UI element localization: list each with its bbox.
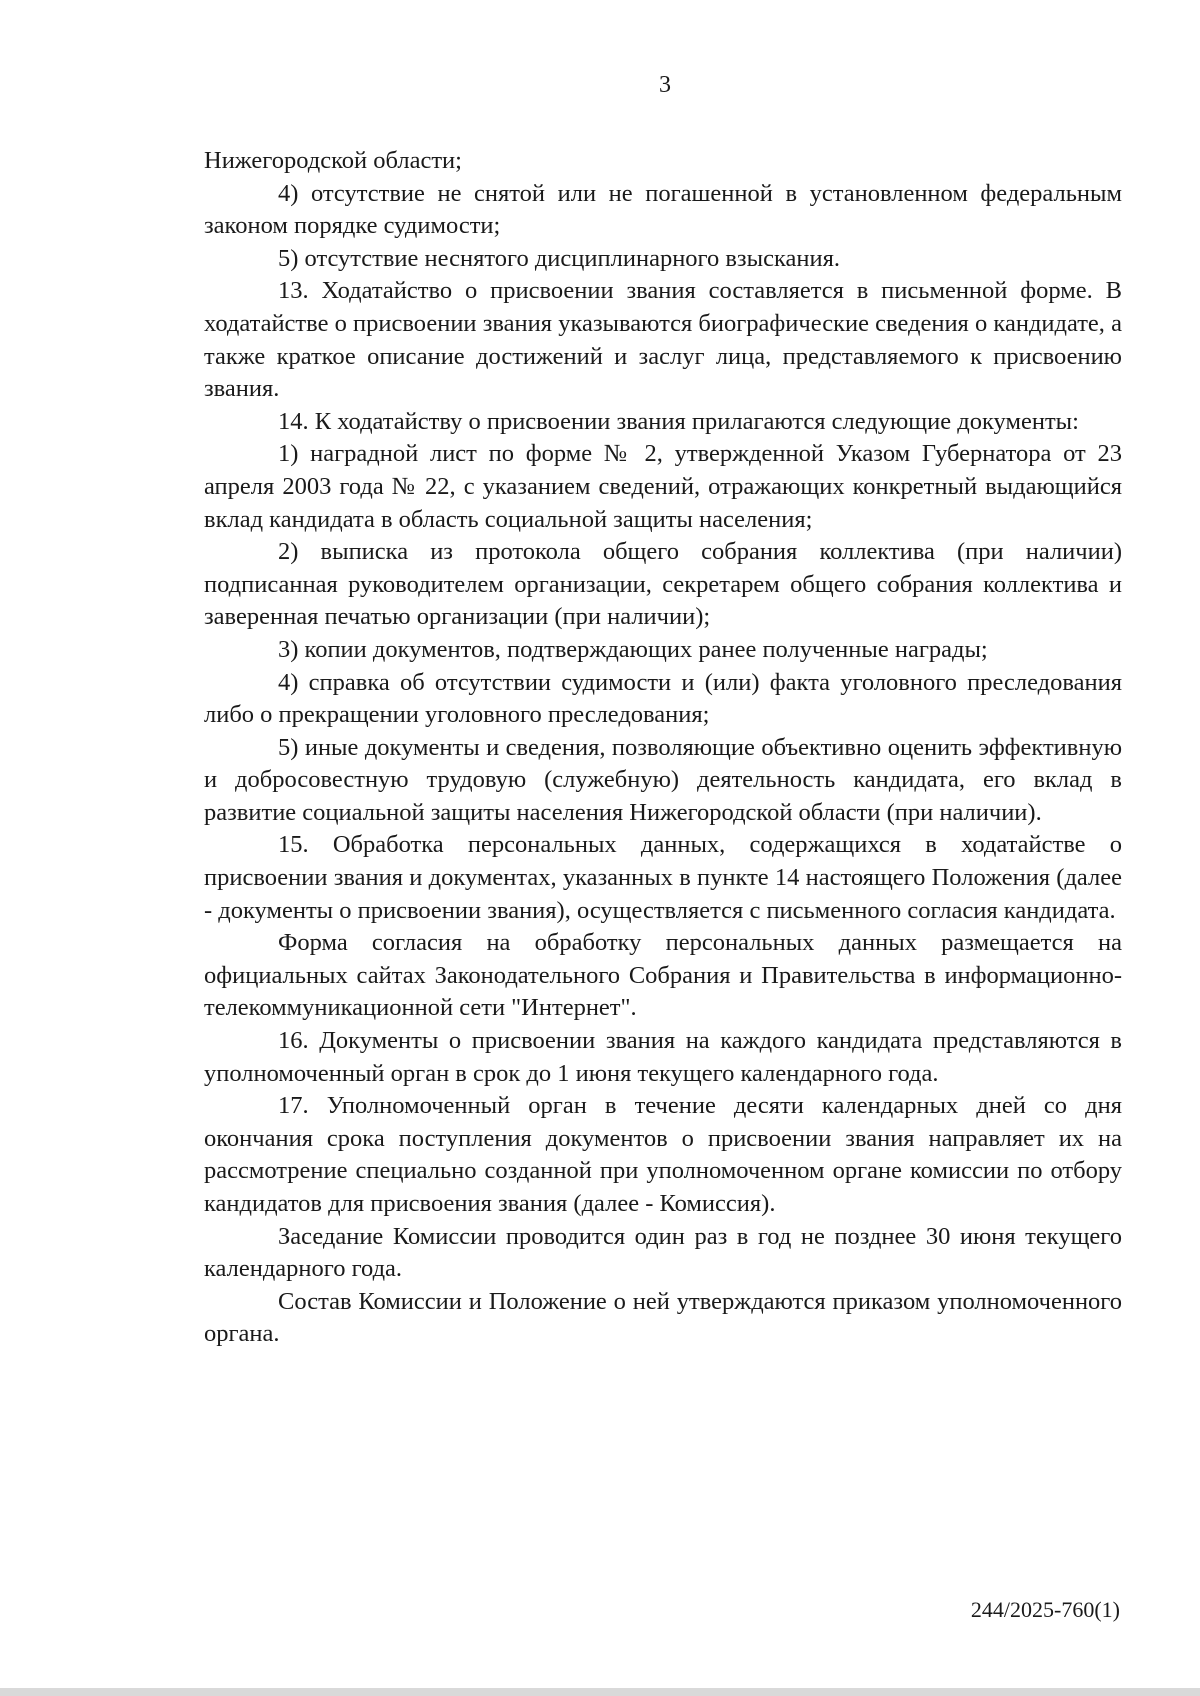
paragraph-clause-16: 16. Документы о присвоении звания на каждого кандидата представляются в уполномоченный орган в срок до 1 июня текущего календарного года. <box>204 1027 1122 1087</box>
paragraph-commission-composition: Состав Комиссии и Положение о ней утверждаются приказом уполномоченного органа. <box>204 1287 1122 1348</box>
paragraph-clause-14-item-3: 3) копии документов, подтверждающих ранее полученные награды; <box>278 635 988 663</box>
paragraph-clause-14-item-1: 1) наградной лист по форме № 2, утвержденной Указом Губернатора от 23 апреля 2003 года № 22, с указанием сведений, отражающих конкретный выдающийся вклад кандидата в область социальной защиты населения; <box>204 440 1122 533</box>
paragraph-item-5-no-disciplinary: 5) отсутствие неснятого дисциплинарного взыскания. <box>278 244 840 272</box>
scan-bottom-edge <box>0 1688 1200 1696</box>
paragraph-clause-14-item-5: 5) иные документы и сведения, позволяющие объективно оценить эффективную и добросовестную трудовую (служебную) деятельность кандидата, его вклад в развитие социальной защиты населения Нижегородской области (при наличии). <box>204 733 1122 826</box>
paragraph-consent-form: Форма согласия на обработку персональных данных размещается на официальных сайтах Законодательного Собрания и Правительства в информационно-телекоммуникационной сети "Интернет". <box>204 929 1122 1022</box>
paragraph-clause-17: 17. Уполномоченный орган в течение десяти календарных дней со дня окончания срока поступления документов о присвоении звания направляет их на рассмотрение специально созданной при уполномоченном органе комиссии по отбору кандидатов для присвоения звания (далее - Комиссия). <box>204 1092 1122 1217</box>
paragraph-clause-14-item-4: 4) справка об отсутствии судимости и (или) факта уголовного преследования либо о прекращении уголовного преследования; <box>204 668 1122 729</box>
document-body <box>204 145 1122 1351</box>
paragraph-clause-15: 15. Обработка персональных данных, содержащихся в ходатайстве о присвоении звания и документах, указанных в пункте 14 настоящего Положения (далее - документы о присвоении звания), осуществляется с письменного согласия кандидата. <box>204 831 1122 924</box>
paragraph-clause-13: 13. Ходатайство о присвоении звания составляется в письменной форме. В ходатайстве о присвоении звания указываются биографические сведения о кандидате, а также краткое описание достижений и заслуг лица, представляемого к присвоению звания. <box>204 277 1122 403</box>
paragraph-continuation: Нижегородской области; <box>204 147 462 174</box>
paragraph-item-4-no-conviction: 4) отсутствие не снятой или не погашенной в установленном федеральным законом порядке судимости; <box>204 179 1122 240</box>
paragraph-clause-14: 14. К ходатайству о присвоении звания прилагаются следующие документы: <box>278 407 1079 435</box>
paragraph-clause-14-item-2: 2) выписка из протокола общего собрания коллектива (при наличии) подписанная руководителем организации, секретарем общего собрания коллектива и заверенная печатью организации (при наличии); <box>204 538 1122 631</box>
page-number: 3 <box>659 72 671 98</box>
document-code: 244/2025-760(1) <box>970 1597 1120 1622</box>
paragraph-commission-meeting: Заседание Комиссии проводится один раз в год не позднее 30 июня текущего календарного года. <box>204 1222 1122 1283</box>
